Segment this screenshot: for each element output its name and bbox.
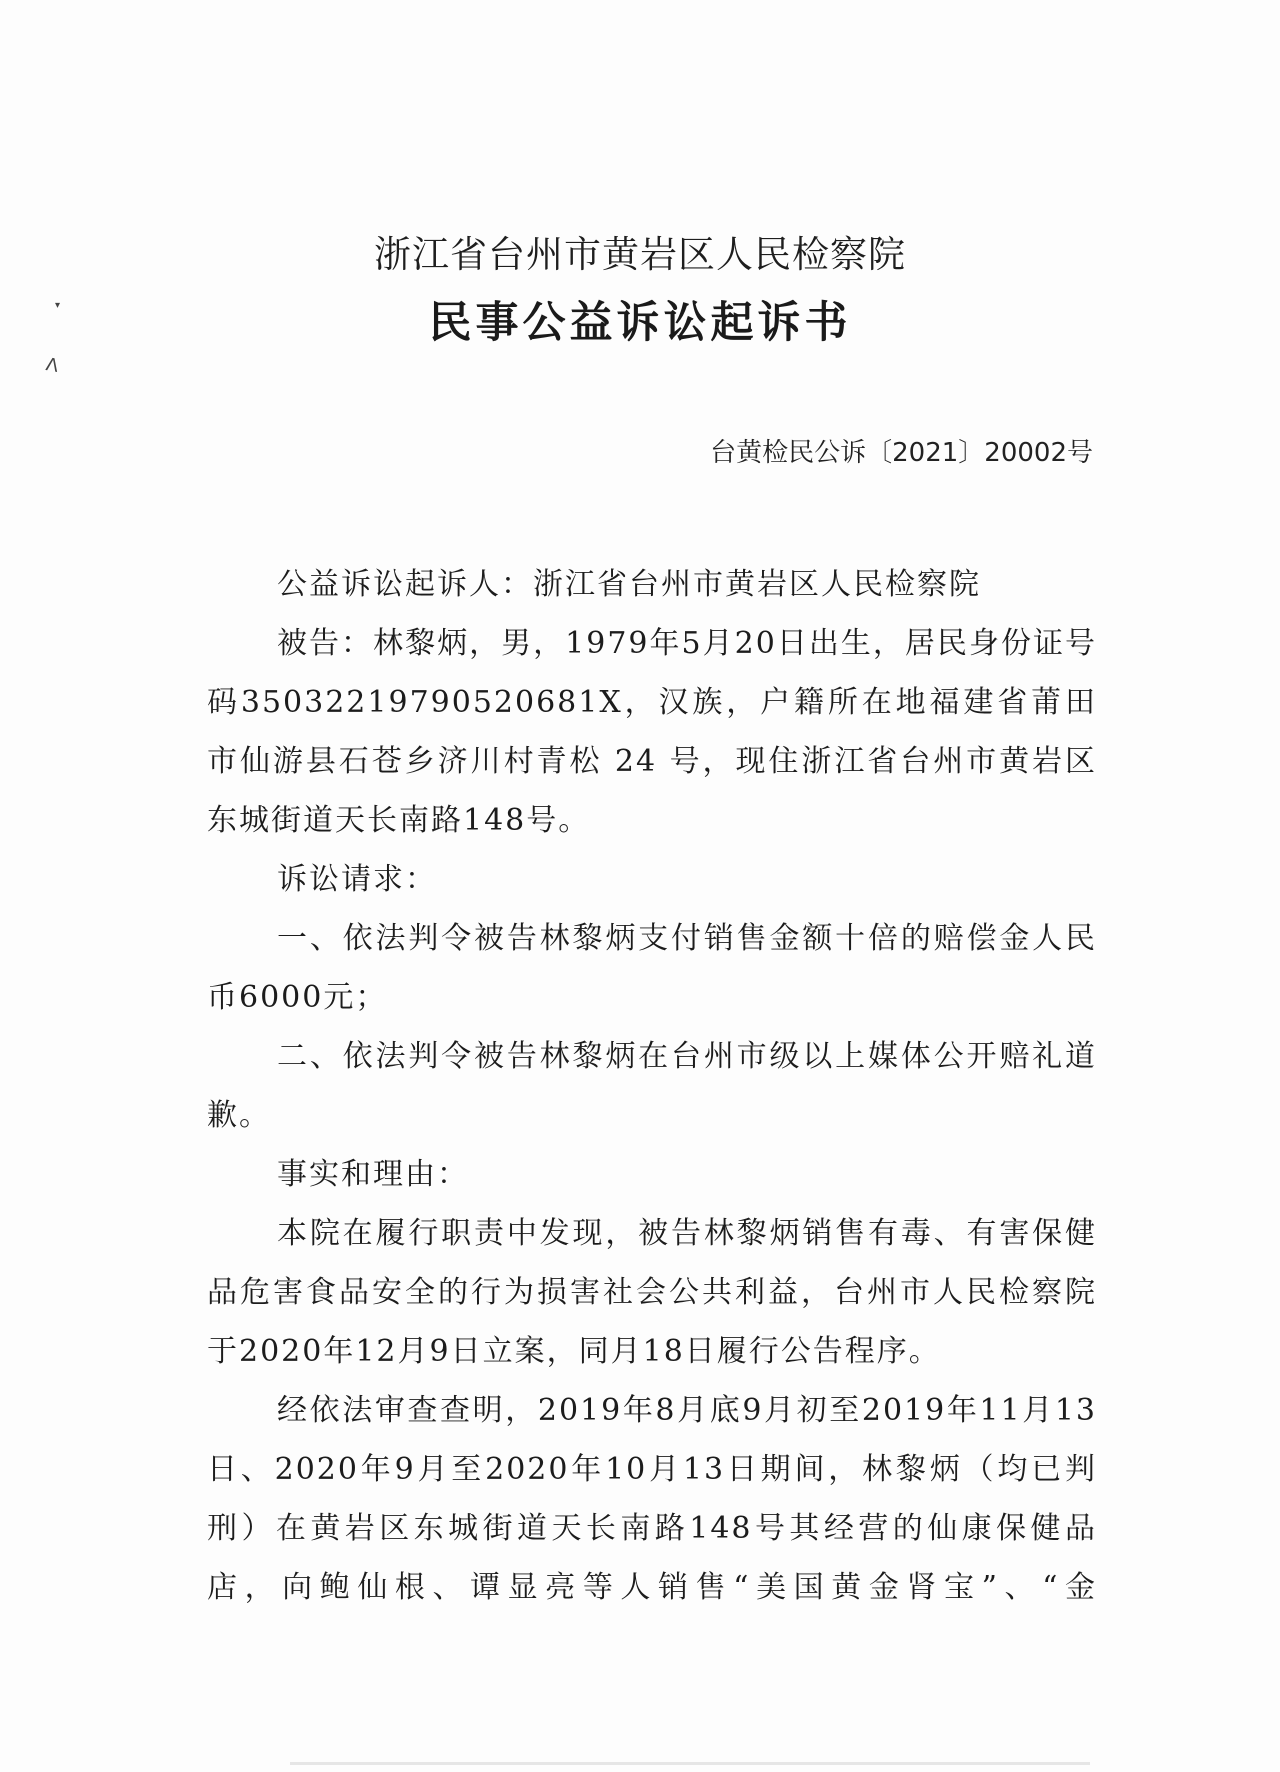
defendant-paragraph: 被告：林黎炳，男，1979年5月20日出生，居民身份证号码35032219790520681X，汉族，户籍所在地福建省莆田市仙游县石苍乡济川村青松 24 号，现住浙江省台州市黄岩区东城街道天长南路148号。 (207, 626, 1097, 838)
document-body (207, 555, 1097, 1617)
scan-artifact-mark: ▾ (55, 300, 61, 311)
document-title: 民事公益诉讼起诉书 (428, 298, 852, 348)
document-number: 台黄检民公诉〔2021〕20002号 (710, 438, 1093, 468)
scan-bottom-edge (290, 1762, 1090, 1765)
plaintiff-paragraph: 公益诉讼起诉人：浙江省台州市黄岩区人民检察院 (277, 567, 981, 602)
claims-heading: 诉讼请求： (277, 862, 437, 897)
issuing-organization: 浙江省台州市黄岩区人民检察院 (374, 233, 906, 276)
claim-two-paragraph: 二、依法判令被告林黎炳在台州市级以上媒体公开赔礼道歉。 (207, 1039, 1097, 1133)
facts-heading: 事实和理由： (277, 1157, 469, 1192)
scan-artifact-mark: ᐱ (44, 354, 61, 377)
facts-paragraph-2: 经依法审查查明，2019年8月底9月初至2019年11月13日、2020年9月至2020年10月13日期间，林黎炳（均已判刑）在黄岩区东城街道天长南路148号其经营的仙康保健品店，向鲍仙根、谭显亮等人销售“美国黄金肾宝”、“金 (207, 1393, 1097, 1605)
facts-paragraph-1: 本院在履行职责中发现，被告林黎炳销售有毒、有害保健品危害食品安全的行为损害社会公共利益，台州市人民检察院于2020年12月9日立案，同月18日履行公告程序。 (207, 1216, 1097, 1369)
claim-one-paragraph: 一、依法判令被告林黎炳支付销售金额十倍的赔偿金人民币6000元； (207, 921, 1097, 1015)
